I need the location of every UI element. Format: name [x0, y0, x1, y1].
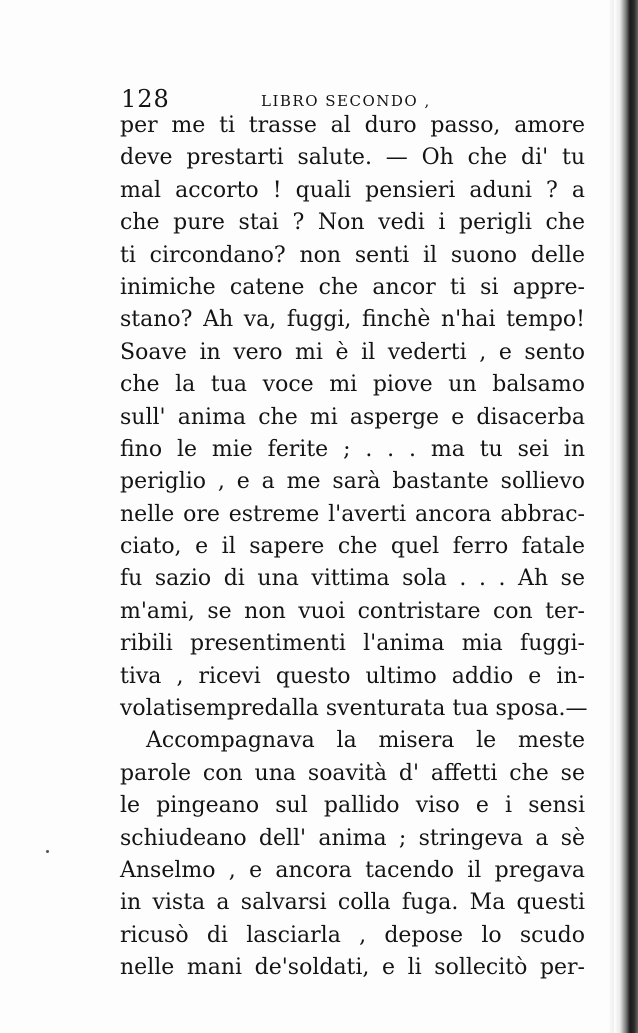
text-line: tiva , ricevi questo ultimo addio e in- — [120, 663, 585, 689]
text-line: le pingeano sul pallido viso e i sensi — [120, 793, 585, 819]
text-line: fino le mie ferite ; . . . ma tu sei in — [120, 436, 585, 462]
book-binding-edge — [614, 0, 638, 1033]
text-line: nelle ore estreme l'averti ancora abbrac- — [120, 501, 585, 527]
text-line: parole con una soavità d' affetti che se — [120, 760, 585, 786]
text-line: in vista a salvarsi colla fuga. Ma questi — [120, 890, 585, 916]
paper-speck — [46, 850, 49, 853]
page-number: 128 — [121, 85, 170, 113]
text-line: ribili presentimenti l'anima mia fuggi- — [120, 631, 585, 657]
text-line: deve prestarti salute. — Oh che di' tu — [120, 145, 585, 171]
text-line: Soave in vero mi è il vederti , e sento — [120, 339, 585, 365]
text-line: sull' anima che mi asperge e disacerba — [120, 404, 585, 430]
text-line: stano? Ah va, fuggi, finchè n'hai tempo! — [120, 307, 585, 333]
body-text — [120, 110, 588, 985]
text-line: inimiche catene che ancor ti si appre- — [120, 274, 585, 300]
paragraph-first-line: Accompagnava la misera le meste — [146, 728, 585, 754]
text-line: fu sazio di una vittima sola . . . Ah se — [120, 566, 585, 592]
text-line: volatisempredalla sventurata tua sposa.— — [120, 696, 588, 722]
text-line: per me ti trasse al duro passo, amore — [120, 113, 585, 138]
running-head: LIBRO SECONDO , — [261, 92, 431, 110]
text-line: mal accorto ! quali pensieri aduni ? a — [120, 177, 585, 203]
text-line: schiudeano dell' anima ; stringeva a sè — [120, 825, 585, 851]
text-line: ricusò di lasciarla , depose lo scudo — [120, 922, 585, 948]
text-line: nelle mani de'soldati, e li sollecitò per- — [120, 955, 585, 981]
text-line: ciato, e il sapere che quel ferro fatale — [120, 534, 585, 560]
text-line: periglio , e a me sarà bastante sollievo — [120, 469, 585, 495]
text-line: ti circondano? non senti il suono delle — [120, 242, 585, 268]
text-line: che la tua voce mi piove un balsamo — [120, 372, 585, 398]
text-line: che pure stai ? Non vedi i perigli che — [120, 210, 585, 236]
text-line: Anselmo , e ancora tacendo il pregava — [120, 857, 585, 883]
text-line: m'ami, se non vuoi contristare con ter- — [120, 598, 585, 624]
